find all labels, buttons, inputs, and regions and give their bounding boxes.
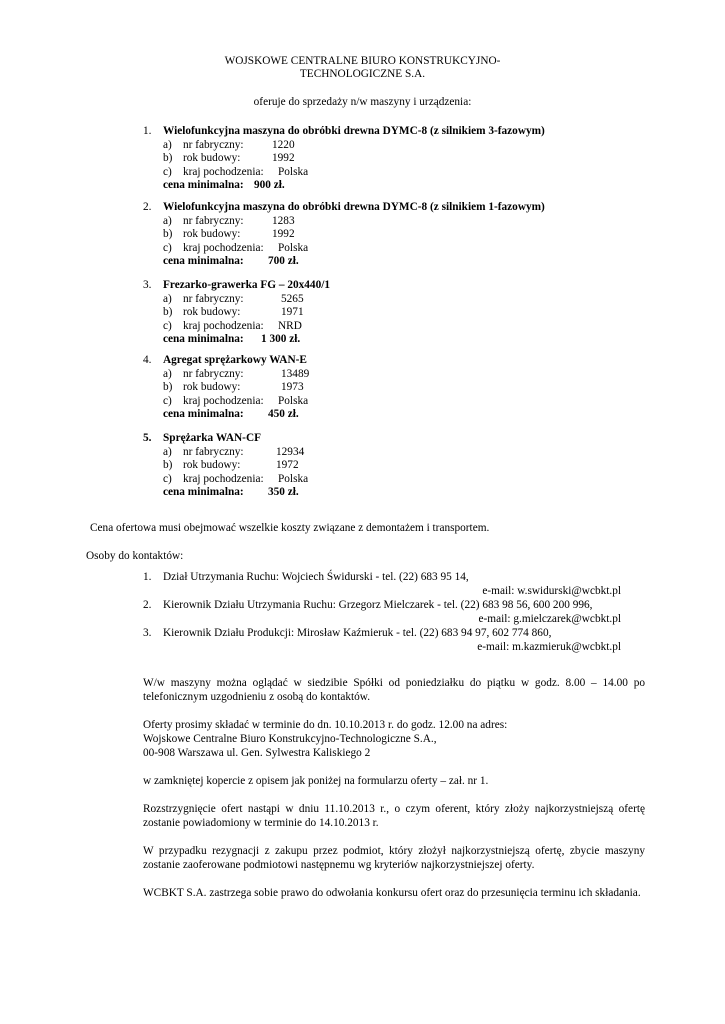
company-name-line2: TECHNOLOGICZNE S.A. bbox=[299, 68, 426, 80]
spec-value: 13489 bbox=[281, 367, 310, 380]
price-value: 1 300 zł. bbox=[261, 333, 301, 345]
spec-letter: c) bbox=[163, 394, 172, 407]
price-label: cena minimalna: bbox=[163, 179, 244, 191]
spec-letter: b) bbox=[163, 228, 173, 240]
spec-letter: b) bbox=[163, 306, 173, 318]
machine-number: 1. bbox=[143, 125, 152, 137]
viewing-paragraph: W/w maszyny można oglądać w siedzibie Spółki od poniedziałku do piątku w godz. 8.00 – 14.00 po telefonicznym uzgodnieniu z osobą do kontaktów. bbox=[143, 677, 645, 703]
resolution-paragraph: Rozstrzygnięcie ofert nastąpi w dniu 11.10.2013 r., o czym oferent, który złoży najkorzystniejszą ofertę zostanie powiadomiony w terminie do 14.10.2013 r. bbox=[143, 803, 645, 829]
price-value: 350 zł. bbox=[268, 486, 299, 498]
offers-address-company: Wojskowe Centralne Biuro Konstrukcyjno-Technologiczne S.A., bbox=[143, 733, 437, 745]
price-label: cena minimalna: bbox=[163, 333, 244, 345]
price-value: 450 zł. bbox=[268, 408, 299, 420]
spec-value: 1972 bbox=[276, 459, 299, 471]
cost-note: Cena ofertowa musi obejmować wszelkie koszty związane z demontażem i transportem. bbox=[90, 522, 490, 534]
spec-value: 1992 bbox=[272, 228, 295, 240]
spec-value: 12934 bbox=[276, 445, 305, 458]
spec-value: Polska bbox=[278, 241, 309, 254]
contact-details: Kierownik Działu Produkcji: Mirosław Kaźmieruk - tel. (22) 683 94 97, 602 774 860, bbox=[163, 627, 552, 639]
machine-number: 5. bbox=[143, 432, 152, 444]
machine-title: Wielofunkcyjna maszyna do obróbki drewna DYMC-8 (z silnikiem 1-fazowym) bbox=[163, 201, 545, 213]
spec-value: Polska bbox=[278, 394, 309, 407]
spec-label: nr fabryczny: bbox=[183, 138, 244, 151]
price-label: cena minimalna: bbox=[163, 255, 244, 267]
spec-label: rok budowy: bbox=[183, 228, 241, 240]
spec-label: rok budowy: bbox=[183, 459, 241, 471]
offers-address-street: 00-908 Warszawa ul. Gen. Sylwestra Kaliskiego 2 bbox=[143, 747, 371, 759]
spec-value: NRD bbox=[278, 319, 302, 332]
machine-title: Frezarko-grawerka FG – 20x440/1 bbox=[163, 279, 331, 291]
price-label: cena minimalna: bbox=[163, 408, 244, 420]
spec-label: kraj pochodzenia: bbox=[183, 241, 264, 254]
contact-details: Kierownik Działu Utrzymania Ruchu: Grzegorz Mielczarek - tel. (22) 683 98 56, 600 200 996, bbox=[163, 599, 593, 611]
contacts-heading: Osoby do kontaktów: bbox=[86, 550, 184, 562]
machine-number: 2. bbox=[143, 201, 152, 213]
spec-label: kraj pochodzenia: bbox=[183, 319, 264, 332]
contact-email: e-mail: g.mielczarek@wcbkt.pl bbox=[478, 613, 621, 625]
spec-letter: a) bbox=[163, 292, 172, 305]
spec-letter: a) bbox=[163, 138, 172, 151]
spec-letter: b) bbox=[163, 459, 173, 471]
spec-letter: c) bbox=[163, 472, 172, 485]
contact-number: 2. bbox=[143, 599, 152, 611]
spec-letter: b) bbox=[163, 381, 173, 393]
price-value: 700 zł. bbox=[268, 255, 299, 267]
spec-label: kraj pochodzenia: bbox=[183, 472, 264, 485]
price-label: cena minimalna: bbox=[163, 486, 244, 498]
spec-value: 1283 bbox=[272, 214, 295, 227]
spec-label: nr fabryczny: bbox=[183, 445, 244, 458]
spec-label: rok budowy: bbox=[183, 306, 241, 318]
resignation-paragraph: W przypadku rezygnacji z zakupu przez podmiot, który złożył najkorzystniejszą ofertę, zbycie maszyny zostanie zaoferowane podmiotowi następnemu wg kryteriów najkorzystniejszej oferty. bbox=[143, 845, 645, 871]
spec-label: nr fabryczny: bbox=[183, 367, 244, 380]
spec-label: nr fabryczny: bbox=[183, 214, 244, 227]
contact-number: 1. bbox=[143, 571, 152, 583]
spec-value: 1220 bbox=[272, 138, 295, 151]
spec-label: rok budowy: bbox=[183, 381, 241, 393]
spec-letter: c) bbox=[163, 319, 172, 332]
spec-value: Polska bbox=[278, 472, 309, 485]
company-name-line1: WOJSKOWE CENTRALNE BIURO KONSTRUKCYJNO- bbox=[224, 55, 501, 67]
spec-letter: c) bbox=[163, 241, 172, 254]
envelope-note: w zamkniętej kopercie z opisem jak poniżej na formularzu oferty – zał. nr 1. bbox=[143, 775, 489, 787]
spec-letter: c) bbox=[163, 165, 172, 178]
contact-email: e-mail: m.kazmieruk@wcbkt.pl bbox=[477, 641, 621, 653]
reservation-paragraph: WCBKT S.A. zastrzega sobie prawo do odwołania konkursu ofert oraz do przesunięcia terminu ich składania. bbox=[143, 887, 641, 899]
machine-title: Agregat sprężarkowy WAN-E bbox=[163, 354, 307, 366]
spec-value: 1992 bbox=[272, 152, 295, 164]
machine-number: 4. bbox=[143, 354, 152, 366]
spec-letter: a) bbox=[163, 214, 172, 227]
offers-deadline: Oferty prosimy składać w terminie do dn. 10.10.2013 r. do godz. 12.00 na adres: bbox=[143, 719, 508, 731]
machine-title: Wielofunkcyjna maszyna do obróbki drewna DYMC-8 (z silnikiem 3-fazowym) bbox=[163, 125, 545, 137]
intro-text: oferuje do sprzedaży n/w maszyny i urządzenia: bbox=[253, 96, 472, 108]
spec-letter: a) bbox=[163, 367, 172, 380]
spec-label: kraj pochodzenia: bbox=[183, 165, 264, 178]
price-value: 900 zł. bbox=[254, 179, 285, 191]
spec-value: 1973 bbox=[281, 381, 304, 393]
spec-value: 5265 bbox=[281, 292, 304, 305]
spec-letter: b) bbox=[163, 152, 173, 164]
spec-label: nr fabryczny: bbox=[183, 292, 244, 305]
spec-value: 1971 bbox=[281, 306, 304, 318]
contact-details: Dział Utrzymania Ruchu: Wojciech Świdurski - tel. (22) 683 95 14, bbox=[163, 571, 469, 583]
spec-value: Polska bbox=[278, 165, 309, 178]
spec-label: rok budowy: bbox=[183, 152, 241, 164]
contact-email: e-mail: w.swidurski@wcbkt.pl bbox=[482, 585, 621, 597]
machine-number: 3. bbox=[143, 279, 152, 291]
machine-title: Sprężarka WAN-CF bbox=[163, 432, 262, 444]
contact-number: 3. bbox=[143, 627, 152, 639]
spec-label: kraj pochodzenia: bbox=[183, 394, 264, 407]
spec-letter: a) bbox=[163, 445, 172, 458]
